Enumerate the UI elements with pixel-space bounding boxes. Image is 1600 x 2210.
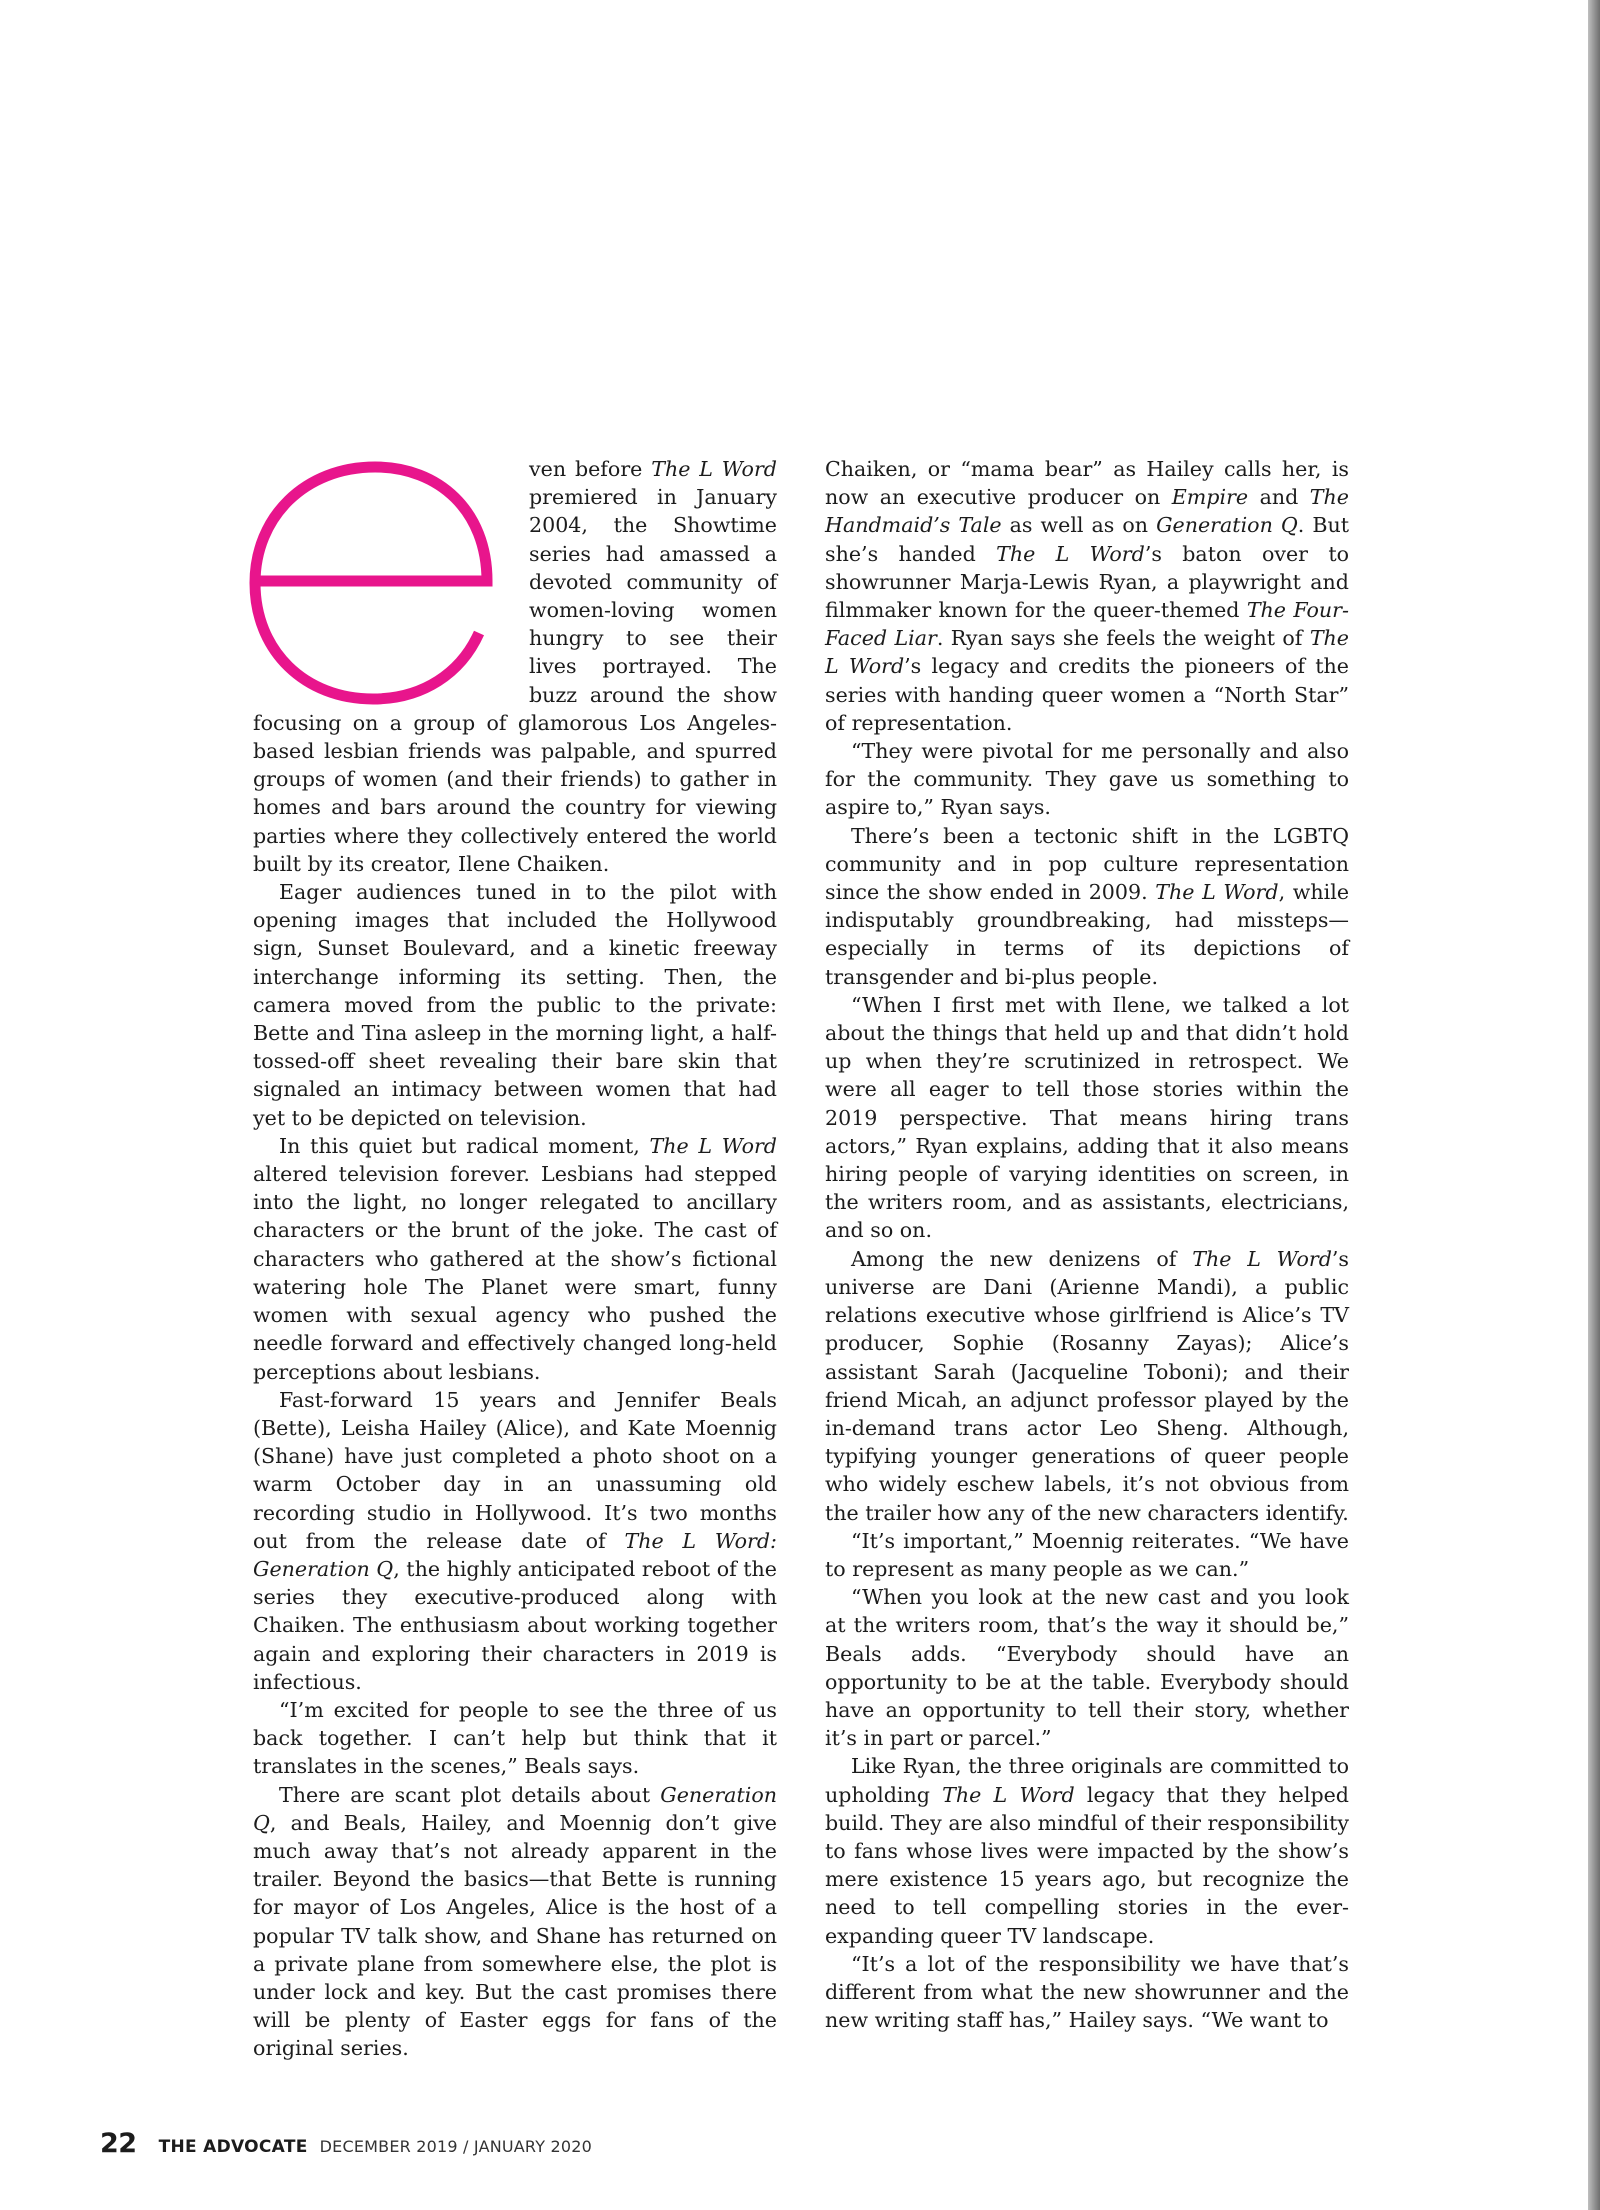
article-paragraph xyxy=(825,822,1349,991)
italic-title: The L Word xyxy=(942,1782,1075,1807)
text-run: Like Ryan, the three originals are committed to upholding xyxy=(825,1754,1349,1807)
text-run: “When you look at the new cast and you look at the writers room, that’s the way it should be,” Beals adds. “Everybody should have an opportunity to be at the table. Everybody should have an opportunity to tell their story, whether it’s in part or parcel.” xyxy=(825,1585,1349,1751)
text-run: Eager audiences tuned in to the pilot with opening images that included the Hollywood sign, Sunset Boulevard, and a kinetic freeway interchange informing its setting. Then, the camera moved from the public to the private: Bette and Tina asleep in the morning light, a half-tossed-off sheet revealing their bare skin that signaled an intimacy between women that had yet to be depicted on television. xyxy=(253,880,777,1130)
article-paragraph xyxy=(253,1132,777,1386)
italic-title: The L Word xyxy=(996,541,1145,566)
text-run: legacy that they helped build. They are also mindful of their responsibility to fans whose lives were impacted by the show’s mere existence 15 years ago, but recognize the need to tell compelling stories in the ever-expanding queer TV landscape. xyxy=(825,1782,1349,1948)
text-run: “It’s a lot of the responsibility we have that’s different from what the new showrunner and the new writing staff has,” Hailey says. “We want to xyxy=(825,1951,1349,2033)
text-run: Among the new denizens of xyxy=(851,1246,1193,1271)
magazine-name: THE ADVOCATE xyxy=(158,2137,308,2157)
article-paragraph xyxy=(825,1527,1349,1583)
page-number: 22 xyxy=(100,2128,137,2159)
text-run: premiered in January 2004, the Showtime series had amassed a devoted community of women-loving women hungry to see their lives portrayed. The buzz around the show focusing on a group of glamorous Los Angeles-based lesbian friends was palpable, and spurred groups of women (and their friends) to gather in homes and bars around the country for viewing parties where they collectively entered the world built by its creator, Ilene Chaiken. xyxy=(253,485,777,876)
text-run: “They were pivotal for me personally and also for the community. They gave us something to aspire to,” Ryan says. xyxy=(825,739,1349,820)
italic-title: The L Word xyxy=(825,626,1349,679)
text-run: as well as on xyxy=(1001,513,1157,538)
italic-title: The Handmaid’s Tale xyxy=(825,485,1349,538)
text-run: There are scant plot details about xyxy=(279,1782,661,1807)
italic-title: The L Word xyxy=(1192,1246,1332,1271)
article-paragraph xyxy=(825,1950,1349,2035)
text-run: ’s baton over to showrunner Marja-Lewis Ryan, a playwright and filmmaker known for the queer-themed xyxy=(825,541,1349,623)
text-run: and xyxy=(1248,485,1310,510)
text-run: , while indisputably groundbreaking, had missteps—especially in terms of its depictions of transgender and bi-plus people. xyxy=(825,880,1350,989)
text-run: “When I first met with Ilene, we talked a lot about the things that held up and that didn’t hold up when they’re scrutinized in retrospect. We were all eager to tell those stories within the 2019 perspective. That means hiring trans actors,” Ryan explains, adding that it also means hiring people of varying identities on screen, in the writers room, and as assistants, electricians, and so on. xyxy=(825,992,1349,1243)
article-paragraph xyxy=(253,878,777,1132)
italic-title: The L Word xyxy=(1155,880,1279,905)
article-paragraph xyxy=(825,455,1349,737)
text-run: In this quiet but radical moment, xyxy=(279,1133,650,1158)
text-run: Chaiken, or “mama bear” as Hailey calls her, is now an executive producer on xyxy=(825,457,1349,510)
text-run: , the highly anticipated reboot of the series they executive-produced along with Chaiken. The enthusiasm about working together again and exploring their characters in 2019 is infectious. xyxy=(253,1556,777,1694)
text-run: ven before xyxy=(529,457,652,481)
article-paragraph xyxy=(825,1583,1349,1752)
article-paragraph xyxy=(253,1696,777,1781)
article-column-left xyxy=(247,455,777,2063)
article-paragraph xyxy=(825,1245,1349,1527)
article-column-right xyxy=(825,455,1349,2034)
article-paragraph xyxy=(825,737,1349,822)
text-run: ’s legacy and credits the pioneers of the series with handing queer women a “North Star” of representation. xyxy=(825,654,1349,735)
text-run: “It’s important,” Moennig reiterates. “We have to represent as many people as we can.” xyxy=(825,1528,1349,1581)
drop-cap xyxy=(247,455,521,705)
text-run: , and Beals, Hailey, and Moennig don’t give much away that’s not already apparent in the trailer. Beyond the basics—that Bette is running for mayor of Los Angeles, Alice is the host of a popular TV talk show, and Shane has returned on a private plane from somewhere else, the plot is under lock and key. But the cast promises there will be plenty of Easter eggs for fans of the original series. xyxy=(253,1810,777,2061)
text-run: . But she’s handed xyxy=(825,513,1349,566)
italic-title: The L Word: Generation Q xyxy=(253,1528,777,1581)
article-paragraph xyxy=(825,1752,1349,1949)
page-footer xyxy=(100,2128,592,2159)
article-paragraph xyxy=(253,1386,777,1696)
issue-date: DECEMBER 2019 / JANUARY 2020 xyxy=(319,2137,593,2156)
text-run: Fast-forward 15 years and Jennifer Beals (Bette), Leisha Hailey (Alice), and Kate Moennig (Shane) have just completed a photo shoot on a warm October day in an unassuming old recording studio in Hollywood. It’s two months out from the release date of xyxy=(253,1387,777,1553)
article-paragraph xyxy=(825,991,1349,1245)
italic-title: Generation Q xyxy=(1156,513,1298,538)
text-run: “I’m excited for people to see the three of us back together. I can’t help but think that it translates in the scenes,” Beals says. xyxy=(253,1697,777,1779)
drop-cap-letter: e xyxy=(247,455,248,456)
drop-cap-e xyxy=(247,455,521,705)
page-spine-shadow xyxy=(1588,0,1600,2210)
italic-title: Generation Q xyxy=(253,1782,777,1835)
italic-title: The Four-Faced Liar xyxy=(825,598,1349,651)
article-paragraph xyxy=(253,1781,777,2063)
text-run: ’s universe are Dani (Arienne Mandi), a public relations executive whose girlfriend is Alice’s TV producer, Sophie (Rosanny Zayas); Alice’s assistant Sarah (Jacqueline Toboni); and their friend Micah, an adjunct professor played by the in-demand trans actor Leo Sheng. Although, typifying younger generations of queer people who widely eschew labels, it’s not obvious from the trailer how any of the new characters identify. xyxy=(825,1246,1349,1525)
text-run: There’s been a tectonic shift in the LGBTQ community and in pop culture representation since the show ended in 2009. xyxy=(825,823,1349,905)
italic-title: Empire xyxy=(1171,485,1249,510)
italic-title: The L Word xyxy=(649,1133,777,1158)
italic-title: The L Word xyxy=(651,457,777,481)
text-run: . Ryan says she feels the weight of xyxy=(936,626,1310,651)
text-run: altered television forever. Lesbians had stepped into the light, no longer relegated to ancillary characters or the brunt of the joke. The cast of characters who gathered at the show’s fictional watering hole The Planet were smart, funny women with sexual agency who pushed the needle forward and effectively changed long-held perceptions about lesbians. xyxy=(253,1162,777,1384)
